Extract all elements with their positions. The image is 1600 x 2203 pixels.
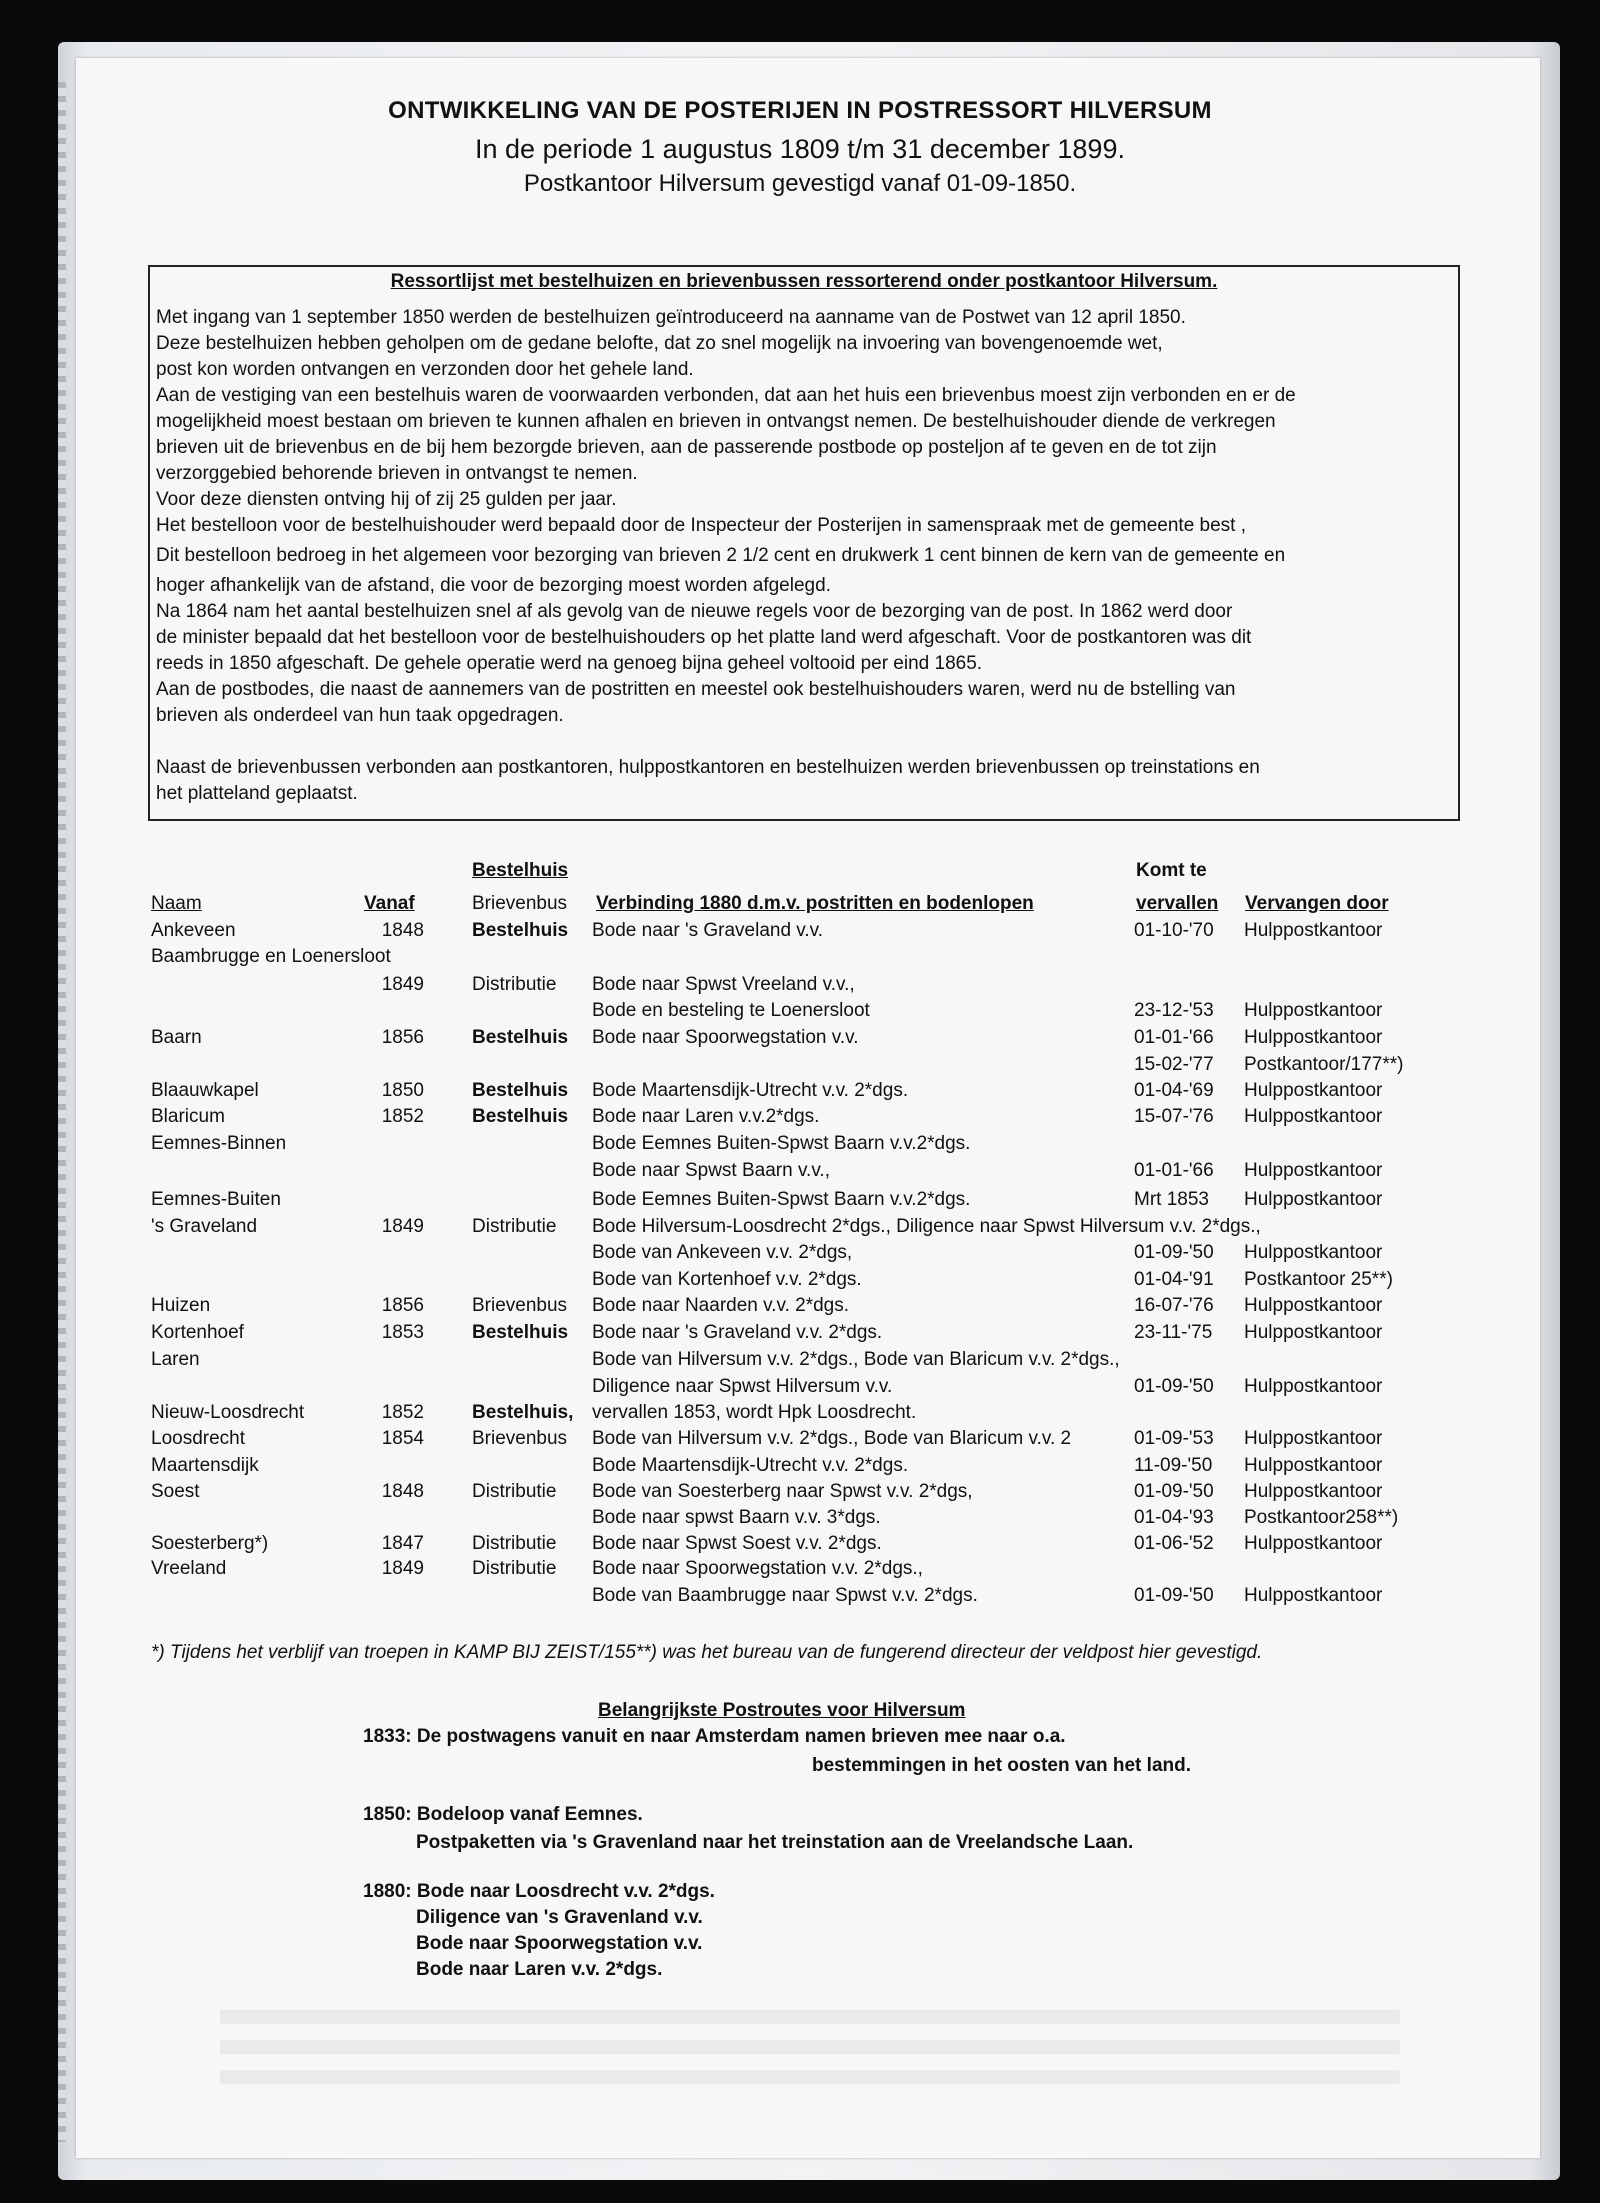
end-date: 15-02-'77	[1134, 1054, 1214, 1075]
connection: Bode Hilversum-Loosdrecht 2*dgs., Diligence naar Spwst Hilversum v.v. 2*dgs.,	[592, 1216, 1261, 1237]
start-year: 1856	[381, 1027, 424, 1048]
route-1850-line2: Postpaketten via 's Gravenland naar het treinstation aan de Vreelandsche Laan.	[416, 1832, 1134, 1853]
route-1833-line1: 1833: De postwagens vanuit en naar Amsterdam namen brieven mee naar o.a.	[363, 1726, 1066, 1747]
end-date: Mrt 1853	[1134, 1189, 1209, 1210]
show-through-text	[220, 2070, 1400, 2084]
replaced-by: Hulppostkantoor	[1244, 1533, 1383, 1554]
replaced-by: Hulppostkantoor	[1244, 1322, 1383, 1343]
connection: Bode van Ankeveen v.v. 2*dgs,	[592, 1242, 853, 1263]
intro-line: post kon worden ontvangen en verzonden door het gehele land.	[156, 359, 694, 380]
intro-line: Voor deze diensten ontving hij of zij 25 gulden per jaar.	[156, 489, 617, 510]
table-row	[0, 1189, 1600, 1215]
replaced-by: Hulppostkantoor	[1244, 1585, 1383, 1606]
connection: Bode naar 's Graveland v.v.	[592, 920, 824, 941]
col-header-vervallen: vervallen	[1136, 893, 1219, 914]
office-type: Distributie	[472, 1533, 557, 1554]
table-row	[0, 1106, 1600, 1132]
table-row	[0, 1295, 1600, 1321]
intro-line: Na 1864 nam het aantal bestelhuizen snel af als gevolg van de nieuwe regels voor de bezorging van de post. In 1862 werd door	[156, 601, 1233, 622]
connection: Bode van Hilversum v.v. 2*dgs., Bode van Blaricum v.v. 2*dgs.,	[592, 1349, 1120, 1370]
place-name: Baambrugge en Loenersloot	[151, 946, 391, 967]
replaced-by: Hulppostkantoor	[1244, 1242, 1383, 1263]
replaced-by: Hulppostkantoor	[1244, 1106, 1383, 1127]
office-type: Distributie	[472, 974, 557, 995]
connection: Bode Maartensdijk-Utrecht v.v. 2*dgs.	[592, 1455, 909, 1476]
intro-line: Aan de postbodes, die naast de aannemers van de postritten en meestel ook bestelhuishouders waren, werd nu de bstelling van	[156, 679, 1236, 700]
end-date: 23-12-'53	[1134, 1000, 1214, 1021]
connection: Bode naar 's Graveland v.v. 2*dgs.	[592, 1322, 883, 1343]
office-type: Brievenbus	[472, 1428, 568, 1449]
table-row	[0, 1242, 1600, 1268]
table-row	[0, 1160, 1600, 1186]
end-date: 01-06-'52	[1134, 1533, 1214, 1554]
end-date: 16-07-'76	[1134, 1295, 1214, 1316]
end-date: 01-09-'50	[1134, 1481, 1214, 1502]
replaced-by: Postkantoor/177**)	[1244, 1054, 1404, 1075]
office-type: Bestelhuis	[472, 1027, 569, 1048]
table-row	[0, 1322, 1600, 1348]
replaced-by: Hulppostkantoor	[1244, 1189, 1383, 1210]
connection: Bode naar Spwst Soest v.v. 2*dgs.	[592, 1533, 882, 1554]
table-row	[0, 1133, 1600, 1159]
connection: Bode van Hilversum v.v. 2*dgs., Bode van Blaricum v.v. 2	[592, 1428, 1072, 1449]
col-header-bestelhuis: Bestelhuis	[472, 860, 569, 881]
col-header-verbinding: Verbinding 1880 d.m.v. postritten en bodenlopen	[596, 893, 1034, 914]
table-row	[0, 1507, 1600, 1533]
office-type: Bestelhuis	[472, 1322, 569, 1343]
intro-line: hoger afhankelijk van de afstand, die voor de bezorging moest worden afgelegd.	[156, 575, 831, 596]
route-1833-line2: bestemmingen in het oosten van het land.	[812, 1755, 1191, 1776]
place-name: Nieuw-Loosdrecht	[151, 1402, 305, 1423]
replaced-by: Postkantoor258**)	[1244, 1507, 1399, 1528]
office-type: Distributie	[472, 1481, 557, 1502]
office-type: Distributie	[472, 1558, 557, 1579]
place-name: Baarn	[151, 1027, 202, 1048]
end-date: 01-10-'70	[1134, 920, 1214, 941]
place-name: Maartensdijk	[151, 1455, 259, 1476]
table-row	[0, 1428, 1600, 1454]
end-date: 01-01-'66	[1134, 1160, 1214, 1181]
col-header-brievenbus: Brievenbus	[472, 893, 568, 914]
table-row	[0, 1080, 1600, 1106]
intro-line: het platteland geplaatst.	[156, 783, 358, 804]
intro-line: mogelijkheid moest bestaan om brieven te kunnen afhalen en brieven in ontvangst nemen. De bestelhuishouder diende de verkregen	[156, 411, 1276, 432]
end-date: 01-04-'91	[1134, 1269, 1214, 1290]
table-row	[0, 1455, 1600, 1481]
replaced-by: Hulppostkantoor	[1244, 1376, 1383, 1397]
start-year: 1853	[381, 1322, 424, 1343]
connection: Bode Maartensdijk-Utrecht v.v. 2*dgs.	[592, 1080, 909, 1101]
connection: Bode van Kortenhoef v.v. 2*dgs.	[592, 1269, 862, 1290]
intro-line: Dit bestelloon bedroeg in het algemeen voor bezorging van brieven 2 1/2 cent en drukwerk 1 cent binnen de kern van de gemeente en	[156, 545, 1286, 566]
replaced-by: Hulppostkantoor	[1244, 1027, 1383, 1048]
start-year: 1856	[381, 1295, 424, 1316]
footnote: *) Tijdens het verblijf van troepen in KAMP BIJ ZEIST/155**) was het bureau van de fungerend directeur der veldpost hier gevestigd.	[151, 1642, 1263, 1663]
replaced-by: Hulppostkantoor	[1244, 1080, 1383, 1101]
place-name: Kortenhoef	[151, 1322, 244, 1343]
table-row	[0, 1000, 1600, 1026]
replaced-by: Hulppostkantoor	[1244, 1481, 1383, 1502]
connection: Bode naar spwst Baarn v.v. 3*dgs.	[592, 1507, 881, 1528]
intro-line: Met ingang van 1 september 1850 werden de bestelhuizen geïntroduceerd na aanname van de Postwet van 12 april 1850.	[156, 307, 1186, 328]
document-period: In de periode 1 augustus 1809 t/m 31 december 1899.	[475, 134, 1125, 164]
office-type: Bestelhuis	[472, 920, 569, 941]
table-row	[0, 1054, 1600, 1080]
start-year: 1847	[381, 1533, 424, 1554]
replaced-by: Hulppostkantoor	[1244, 1295, 1383, 1316]
place-name: Vreeland	[151, 1558, 227, 1579]
office-type: Bestelhuis	[472, 1106, 569, 1127]
intro-line: reeds in 1850 afgeschaft. De gehele operatie werd na genoeg bijna geheel voltooid per eind 1865.	[156, 653, 983, 674]
place-name: Ankeveen	[151, 920, 236, 941]
place-name: Blaricum	[151, 1106, 225, 1127]
place-name: Blaauwkapel	[151, 1080, 259, 1101]
end-date: 01-04-'69	[1134, 1080, 1214, 1101]
replaced-by: Hulppostkantoor	[1244, 1160, 1383, 1181]
intro-line: de minister bepaald dat het bestelloon voor de bestelhuishouders op het platte land werd afgeschaft. Voor de postkantoren was dit	[156, 627, 1252, 648]
intro-line: brieven als onderdeel van hun taak opgedragen.	[156, 705, 564, 726]
table-row	[0, 1481, 1600, 1507]
connection: Bode Eemnes Buiten-Spwst Baarn v.v.2*dgs.	[592, 1133, 971, 1154]
table-row	[0, 1376, 1600, 1402]
table-row	[0, 1533, 1600, 1559]
intro-line: Deze bestelhuizen hebben geholpen om de gedane belofte, dat zo snel mogelijk na invoering van bovengenoemde wet,	[156, 333, 1163, 354]
table-row	[0, 974, 1600, 1000]
office-type: Bestelhuis,	[472, 1402, 574, 1423]
table-row	[0, 1349, 1600, 1375]
start-year: 1850	[381, 1080, 424, 1101]
office-type: Brievenbus	[472, 1295, 568, 1316]
route-1850-line1: 1850: Bodeloop vanaf Eemnes.	[363, 1804, 643, 1825]
route-1880-line1: 1880: Bode naar Loosdrecht v.v. 2*dgs.	[363, 1881, 715, 1902]
show-through-text	[220, 2040, 1400, 2054]
connection: Diligence naar Spwst Hilversum v.v.	[592, 1376, 893, 1397]
end-date: 15-07-'76	[1134, 1106, 1214, 1127]
place-name: Soest	[151, 1481, 200, 1502]
end-date: 01-09-'50	[1134, 1376, 1214, 1397]
start-year: 1849	[381, 974, 424, 995]
intro-heading: Ressortlijst met bestelhuizen en brievenbussen ressorterend onder postkantoor Hilversum.	[390, 271, 1218, 292]
office-type: Distributie	[472, 1216, 557, 1237]
replaced-by: Hulppostkantoor	[1244, 920, 1383, 941]
replaced-by: Hulppostkantoor	[1244, 1455, 1383, 1476]
routes-heading: Belangrijkste Postroutes voor Hilversum	[598, 1700, 966, 1721]
place-name: Soesterberg*)	[151, 1533, 269, 1554]
connection: Bode naar Spoorwegstation v.v.	[592, 1027, 859, 1048]
place-name: Eemnes-Binnen	[151, 1133, 287, 1154]
start-year: 1849	[381, 1216, 424, 1237]
end-date: 01-09-'53	[1134, 1428, 1214, 1449]
start-year: 1854	[381, 1428, 424, 1449]
route-1880-line4: Bode naar Laren v.v. 2*dgs.	[416, 1959, 663, 1980]
intro-line: brieven uit de brievenbus en de bij hem bezorgde brieven, aan de passerende postbode op posteljon af te geven en de tot zijn	[156, 437, 1217, 458]
start-year: 1848	[381, 920, 424, 941]
connection: Bode Eemnes Buiten-Spwst Baarn v.v.2*dgs.	[592, 1189, 971, 1210]
start-year: 1852	[381, 1402, 424, 1423]
place-name: 's Graveland	[151, 1216, 258, 1237]
col-header-naam: Naam	[151, 893, 202, 914]
end-date: 01-09-'50	[1134, 1585, 1214, 1606]
route-1880-line2: Diligence van 's Gravenland v.v.	[416, 1907, 703, 1928]
table-row	[0, 1402, 1600, 1428]
place-name: Eemnes-Buiten	[151, 1189, 281, 1210]
table-row	[0, 1558, 1600, 1584]
intro-line: Aan de vestiging van een bestelhuis waren de voorwaarden verbonden, dat aan het huis een brievenbus moest zijn verbonden en er de	[156, 385, 1296, 406]
start-year: 1849	[381, 1558, 424, 1579]
table-row	[0, 1585, 1600, 1611]
intro-line: verzorggebied behorende brieven in ontvangst te nemen.	[156, 463, 638, 484]
connection: Bode naar Laren v.v.2*dgs.	[592, 1106, 820, 1127]
end-date: 01-01-'66	[1134, 1027, 1214, 1048]
connection: Bode naar Spwst Baarn v.v.,	[592, 1160, 830, 1181]
connection: Bode van Baambrugge naar Spwst v.v. 2*dgs.	[592, 1585, 978, 1606]
replaced-by: Postkantoor 25**)	[1244, 1269, 1393, 1290]
connection: Bode naar Spwst Vreeland v.v.,	[592, 974, 855, 995]
table-row	[0, 1216, 1600, 1242]
connection: Bode naar Naarden v.v. 2*dgs.	[592, 1295, 850, 1316]
place-name: Laren	[151, 1349, 200, 1370]
show-through-text	[220, 2010, 1400, 2024]
table-row	[0, 946, 1600, 972]
intro-box	[148, 265, 1460, 821]
document-office-date: Postkantoor Hilversum gevestigd vanaf 01-09-1850.	[523, 170, 1077, 197]
end-date: 11-09-'50	[1134, 1455, 1213, 1476]
start-year: 1848	[381, 1481, 424, 1502]
end-date: 23-11-'75	[1134, 1322, 1213, 1343]
table-row	[0, 1027, 1600, 1053]
replaced-by: Hulppostkantoor	[1244, 1428, 1383, 1449]
place-name: Loosdrecht	[151, 1428, 246, 1449]
connection: Bode van Soesterberg naar Spwst v.v. 2*dgs,	[592, 1481, 973, 1502]
col-header-vervangen: Vervangen door	[1245, 893, 1389, 914]
route-1880-line3: Bode naar Spoorwegstation v.v.	[416, 1933, 703, 1954]
col-header-komt-te: Komt te	[1136, 860, 1207, 881]
connection: Bode en besteling te Loenersloot	[592, 1000, 870, 1021]
connection: vervallen 1853, wordt Hpk Loosdrecht.	[592, 1402, 917, 1423]
replaced-by: Hulppostkantoor	[1244, 1000, 1383, 1021]
end-date: 01-09-'50	[1134, 1242, 1214, 1263]
start-year: 1852	[381, 1106, 424, 1127]
place-name: Huizen	[151, 1295, 211, 1316]
office-type: Bestelhuis	[472, 1080, 569, 1101]
table-row	[0, 920, 1600, 946]
intro-line: Het bestelloon voor de bestelhuishouder werd bepaald door de Inspecteur der Posterijen in samenspraak met de gemeente best ,	[156, 515, 1247, 536]
document-title: ONTWIKKELING VAN DE POSTERIJEN IN POSTRESSORT HILVERSUM	[388, 97, 1212, 124]
table-row	[0, 1269, 1600, 1295]
intro-line: Naast de brievenbussen verbonden aan postkantoren, hulppostkantoren en bestelhuizen werden brievenbussen op treinstations en	[156, 757, 1260, 778]
col-header-vanaf: Vanaf	[364, 893, 415, 914]
connection: Bode naar Spoorwegstation v.v. 2*dgs.,	[592, 1558, 923, 1579]
end-date: 01-04-'93	[1134, 1507, 1214, 1528]
